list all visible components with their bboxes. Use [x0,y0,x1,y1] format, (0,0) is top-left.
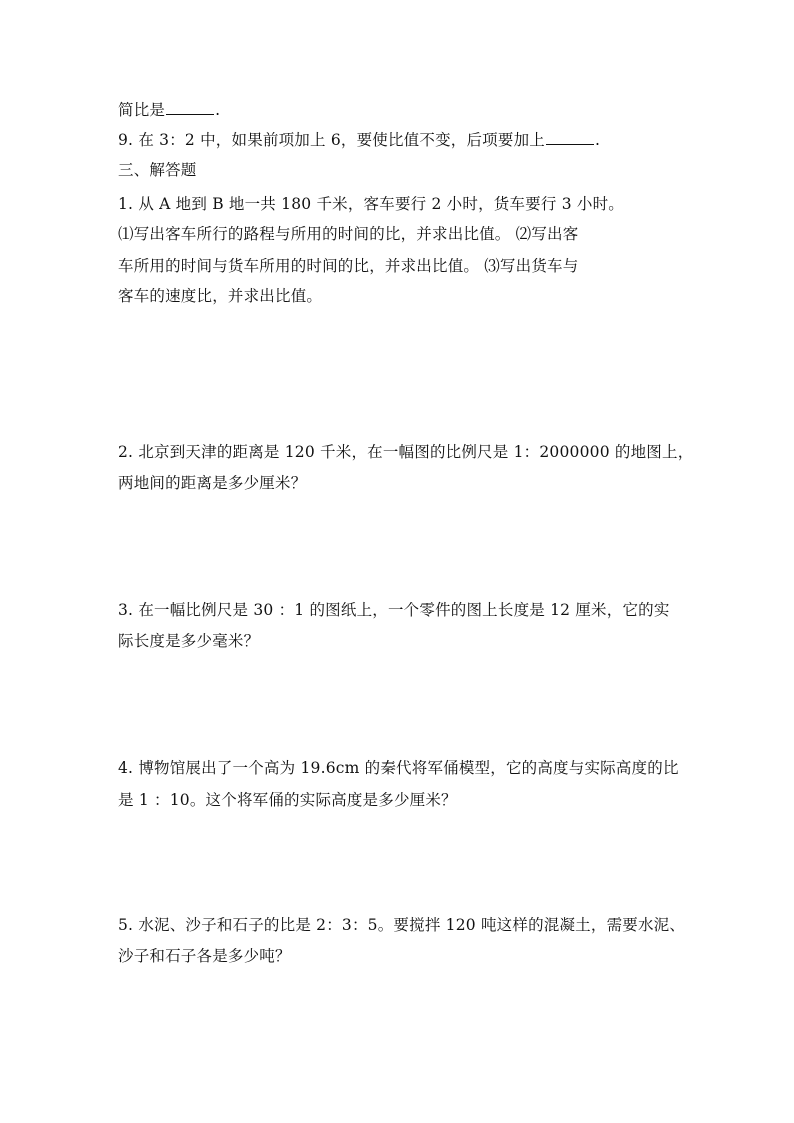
q8-text: 简比是 [118,101,166,119]
problem-1-line-4: 客车的速度比，并求出比值。 [118,287,323,305]
problem-5-line-2: 沙子和石子各是多少吨？ [118,947,291,965]
section-title: 三、解答题 [118,161,197,179]
q8-period: . [215,101,221,119]
problem-1-line-2: ⑴写出客车所行的路程与所用的时间的比，并求出比值。 ⑵写出客 [118,225,579,243]
q8-continuation [118,99,220,121]
problem-5-line-1: 5. 水泥、沙子和石子的比是 2：3：5。要搅拌 120 吨这样的混凝土，需要水泥、 [118,916,686,934]
problem-1-line-3: 车所用的时间与货车所用的时间的比，并求出比值。 ⑶写出货车与 [118,257,579,275]
problem-3-line-1: 3. 在一幅比例尺是 30 ：1 的图纸上，一个零件的图上长度是 12 厘米，它的实 [118,601,670,619]
problem-1-line-1: 1. 从 A 地到 B 地一共 180 千米，客车要行 2 小时，货车要行 3 小时。 [118,195,624,213]
q9-answer-blank[interactable] [546,130,594,145]
q9 [118,129,600,151]
q9-text: 9. 在 3：2 中，如果前项加上 6，要使比值不变，后项要加上 [118,131,545,149]
problem-4-line-2: 是 1 ：10。这个将军俑的实际高度是多少厘米？ [118,791,457,809]
q8-answer-blank[interactable] [166,100,214,115]
problem-4-line-1: 4. 博物馆展出了一个高为 19.6cm 的秦代将军俑模型，它的高度与实际高度的比 [118,759,679,777]
problem-2-line-2: 两地间的距离是多少厘米？ [118,474,307,492]
problem-3-line-2: 际长度是多少毫米？ [118,632,260,650]
q9-period: . [594,131,601,149]
problem-2-line-1: 2. 北京到天津的距离是 120 千米，在一幅图的比例尺是 1：2000000 的地图上， [118,443,694,461]
